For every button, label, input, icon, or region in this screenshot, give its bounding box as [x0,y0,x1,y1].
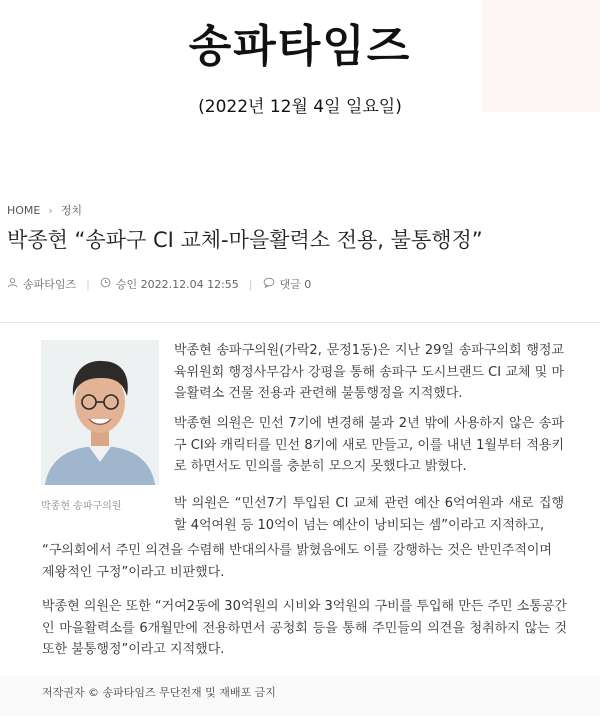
speech-bubble-icon [263,277,275,291]
author-name: 송파타임즈 [23,278,77,291]
article-paragraph: “구의회에서 주민 의견을 수렴해 반대의사를 밝혔음에도 이를 강행하는 것은 반민주적이며 제왕적인 구정”이라고 비판했다. [42,543,552,580]
copyright-notice: 저작권자 © 송파타임즈 무단전재 및 재배포 금지 [42,686,276,699]
breadcrumb [7,202,82,218]
article-paragraph: 박종현 의원은 또한 “거여2동에 30억원의 시비와 3억원의 구비를 투입해 만든 주민 소통공간인 마을활력소를 6개월만에 전용하면서 공청회 등을 통해 주민들의 의견을 청취하지 않는 것 또한 불통행정”이라고 지적했다. [42,599,567,657]
masthead-date: (2022년 12월 4일 일요일) [198,97,402,117]
meta-comments[interactable] [263,276,312,292]
published-date: 승인 2022.12.04 12:55 [115,278,239,291]
header-divider [0,322,600,323]
comment-count[interactable]: 댓글 0 [279,278,312,291]
article-paragraph: 박종현 송파구의원(가락2, 문정1동)은 지난 29일 송파구의회 행정교육위원회 행정사무감사 강평을 통해 송파구 도시브랜드 CI 교체 및 마을활력소 건물 전용과 관련해 불통행정을 지적했다. [174,343,564,401]
article-photo [41,340,159,485]
breadcrumb-home[interactable]: HOME [7,203,41,217]
breadcrumb-section[interactable]: 정치 [60,204,83,217]
article-headline: 박종현 “송파구 CI 교체-마을활력소 전용, 불통행정” [7,228,483,252]
meta-divider: | [248,277,253,291]
person-icon [7,277,18,291]
masthead [0,0,600,160]
photo-caption: 박종현 송파구의원 [41,501,122,512]
meta-divider: | [86,277,90,291]
article-paragraph: 박 의원은 “민선7기 투입된 CI 교체 관련 예산 6억여원과 새로 집행할 4억여원 등 10억이 넘는 예산이 낭비되는 셈”이라고 지적하고, [174,496,564,533]
meta-date [100,276,239,292]
clock-icon [100,277,111,291]
article-paragraph: 박종현 의원은 민선 7기에 변경해 불과 2년 밖에 사용하지 않은 송파구 CI와 캐릭터를 민선 8기에 새로 만들고, 이를 내년 1월부터 적용키로 하면서도 민의를 충분히 모으지 못했다고 밝혔다. [174,416,564,474]
article-meta [7,276,311,292]
newspaper-title: 송파타임즈 [188,21,412,72]
meta-author [7,276,76,292]
chevron-right-icon: › [48,203,53,217]
